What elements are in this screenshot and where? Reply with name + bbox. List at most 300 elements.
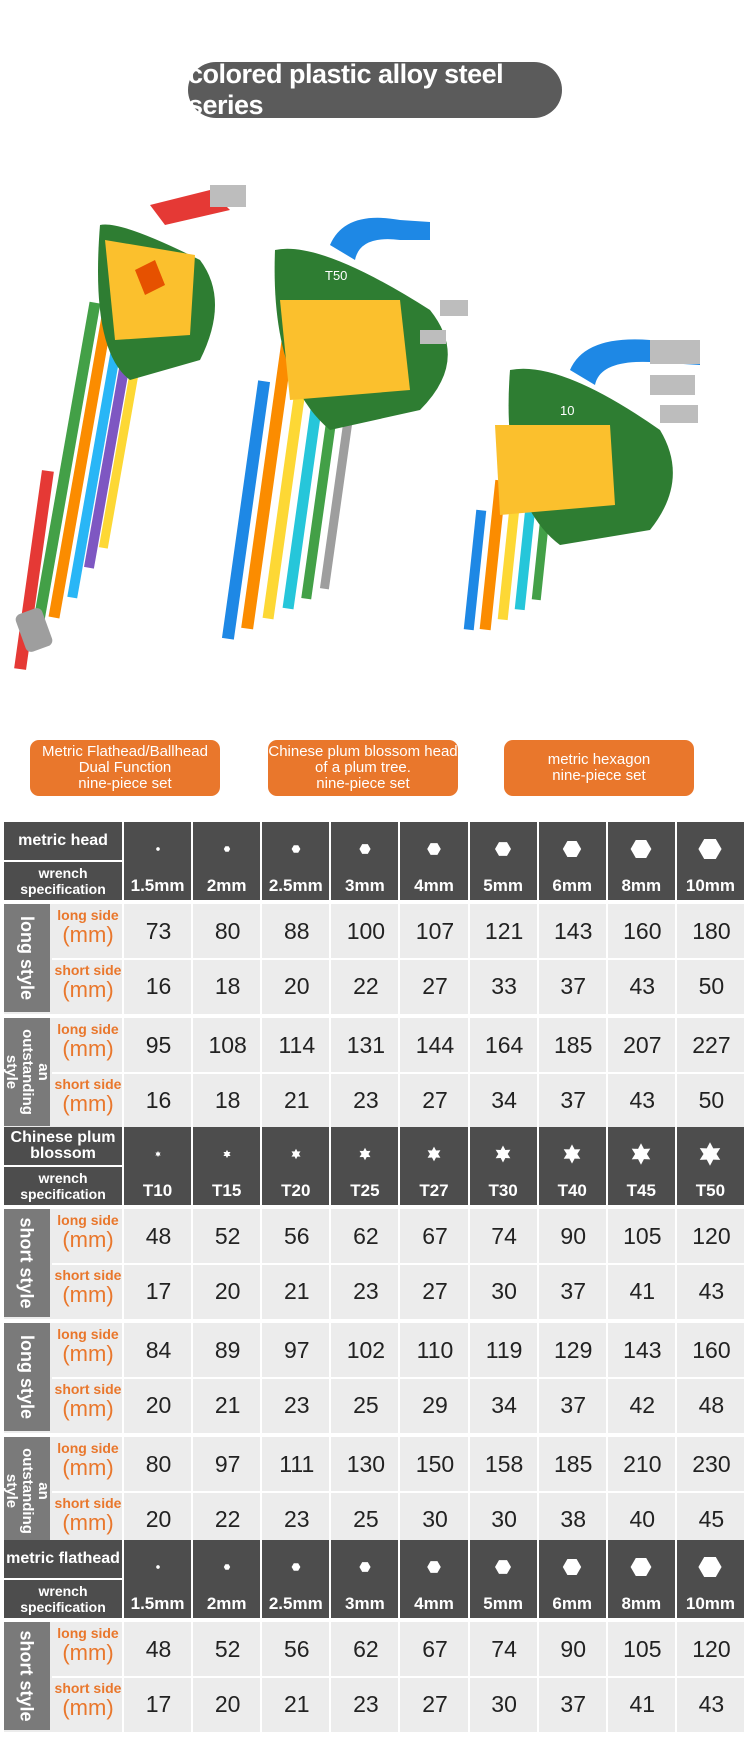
size-label: T45 <box>626 1181 656 1200</box>
row-sub-label <box>54 908 122 947</box>
cell-value: 111 <box>279 1451 315 1477</box>
size-header <box>262 822 329 900</box>
row-unit: (mm) <box>62 1091 114 1116</box>
cell-value: 80 <box>214 918 241 944</box>
col-divider <box>537 1437 539 1547</box>
size-header <box>262 1540 329 1618</box>
cell-value: 43 <box>629 1087 656 1113</box>
row-unit: (mm) <box>62 1282 114 1307</box>
col-divider <box>122 1437 124 1547</box>
hex-tip-icon <box>628 836 654 862</box>
size-header <box>608 1540 675 1618</box>
cell-value: 25 <box>353 1392 379 1418</box>
size-label: T50 <box>695 1181 726 1200</box>
section-head-label: Chinese plum blossom <box>4 1127 122 1165</box>
cell-value: 143 <box>554 918 593 944</box>
cell-value: 20 <box>145 1392 172 1418</box>
cell-value: 20 <box>214 1691 241 1717</box>
cell-value: 120 <box>692 1223 731 1249</box>
row-unit: (mm) <box>62 1455 114 1480</box>
size-header <box>400 1540 467 1618</box>
size-symbol <box>262 1554 329 1580</box>
cell-value: 23 <box>353 1691 379 1717</box>
col-divider <box>468 1323 470 1433</box>
hex-tip-icon <box>697 1554 723 1580</box>
size-symbol <box>331 1141 398 1167</box>
col-divider <box>537 1209 539 1319</box>
hex-tip-icon <box>214 1554 240 1580</box>
hex-tip-icon <box>283 836 309 862</box>
torx-star-icon <box>421 1141 447 1167</box>
cell-value: 74 <box>491 1223 517 1249</box>
cell-value: 158 <box>484 1451 524 1477</box>
size-symbol <box>124 1141 191 1167</box>
size-header <box>331 1540 398 1618</box>
col-divider <box>122 1209 124 1319</box>
hex-key-set <box>464 339 700 630</box>
col-divider <box>606 1622 608 1732</box>
col-divider <box>260 1018 262 1128</box>
caption-hexagon-set: metric hexagon nine-piece set <box>504 740 694 796</box>
cell-value: 102 <box>346 1337 386 1363</box>
size-header <box>539 1540 606 1618</box>
col-divider <box>468 904 470 1014</box>
size-header <box>262 1127 329 1205</box>
cell-value: 97 <box>214 1451 241 1477</box>
cell-value: 27 <box>422 1691 448 1717</box>
cell-value: 41 <box>629 1691 656 1717</box>
caption-ballhead-set: Metric Flathead/Ballhead Dual Function nine-piece set <box>30 740 220 796</box>
size-label: T30 <box>488 1181 518 1200</box>
size-label: 6mm <box>552 876 593 895</box>
cell-value: 227 <box>692 1032 731 1058</box>
size-symbol <box>608 1141 675 1167</box>
group-label <box>4 904 50 1012</box>
cell-value: 21 <box>283 1087 310 1113</box>
cell-value: 100 <box>346 918 386 944</box>
row-side-name: short side <box>54 1495 122 1511</box>
ballhead-hex-key-set <box>14 185 246 670</box>
col-divider <box>329 1323 331 1433</box>
col-divider <box>260 1323 262 1433</box>
col-divider <box>191 1209 193 1319</box>
torx-star-icon <box>697 1141 723 1167</box>
group-label <box>4 1323 50 1431</box>
cell-value: 160 <box>692 1337 731 1363</box>
size-symbol <box>400 1554 467 1580</box>
size-header <box>124 822 191 900</box>
size-header <box>124 1127 191 1205</box>
col-divider <box>744 1018 746 1128</box>
size-symbol <box>470 1554 537 1580</box>
cell-value: 37 <box>560 1087 586 1113</box>
size-symbol <box>608 1554 675 1580</box>
cell-value: 40 <box>629 1506 656 1532</box>
group-label <box>4 1209 50 1317</box>
cell-value: 34 <box>491 1392 517 1418</box>
size-header <box>193 1540 260 1618</box>
cell-value: 37 <box>560 973 586 999</box>
group-label-text: long style <box>17 915 38 1001</box>
row-unit: (mm) <box>62 1510 114 1535</box>
cell-value: 23 <box>353 1087 379 1113</box>
cell-value: 21 <box>214 1392 241 1418</box>
size-symbol <box>677 836 744 862</box>
size-label: 2mm <box>206 1594 247 1613</box>
cell-value: 30 <box>491 1506 517 1532</box>
size-header <box>400 1127 467 1205</box>
col-divider <box>468 1622 470 1732</box>
row-sub-label <box>54 1268 122 1307</box>
row-sub-label <box>54 1496 122 1535</box>
cell-value: 67 <box>422 1223 448 1249</box>
cell-value: 89 <box>214 1337 241 1363</box>
cell-value: 80 <box>145 1451 172 1477</box>
cell-value: 20 <box>145 1506 172 1532</box>
row-side-name: short side <box>54 962 122 978</box>
cell-value: 48 <box>145 1223 172 1249</box>
row-side-name: short side <box>54 1381 122 1397</box>
size-symbol <box>539 836 606 862</box>
col-divider <box>675 1323 677 1433</box>
col-divider <box>191 1622 193 1732</box>
row-side-name: long side <box>57 1326 119 1342</box>
cell-value: 21 <box>283 1691 310 1717</box>
cell-value: 143 <box>623 1337 662 1363</box>
size-label: T27 <box>419 1181 449 1200</box>
wrench-spec-label: wrench specification <box>4 1580 122 1618</box>
row-sub-label <box>54 1441 122 1480</box>
cell-value: 18 <box>214 1087 241 1113</box>
hex-tip-icon <box>352 1554 378 1580</box>
cell-value: 43 <box>629 973 656 999</box>
cell-value: 119 <box>485 1337 523 1363</box>
size-label: 4mm <box>414 876 454 895</box>
product-photo <box>0 150 750 715</box>
group-label <box>4 1437 50 1545</box>
size-label: T10 <box>142 1181 173 1200</box>
size-header <box>470 1127 537 1205</box>
col-divider <box>122 904 124 1014</box>
size-header <box>539 1127 606 1205</box>
size-label: 8mm <box>621 876 662 895</box>
row-side-name: short side <box>54 1680 122 1696</box>
col-divider <box>329 1622 331 1732</box>
col-divider <box>122 1323 124 1433</box>
row-sub-label <box>54 1213 122 1252</box>
cell-value: 73 <box>145 918 172 944</box>
row-side-name: short side <box>54 1267 122 1283</box>
size-symbol <box>331 836 398 862</box>
size-header <box>470 822 537 900</box>
cell-value: 25 <box>353 1506 379 1532</box>
group-label <box>4 1018 50 1126</box>
torx-star-icon <box>559 1141 585 1167</box>
col-divider <box>398 1437 400 1547</box>
cell-value: 33 <box>491 973 517 999</box>
size-label: 1.5mm <box>130 1594 185 1613</box>
size-label: 4mm <box>414 1594 454 1613</box>
hex-tip-icon <box>214 836 240 862</box>
cell-value: 48 <box>698 1392 725 1418</box>
col-divider <box>468 1209 470 1319</box>
hex-tip-icon <box>490 1554 516 1580</box>
col-divider <box>468 1018 470 1128</box>
cell-value: 107 <box>415 918 455 944</box>
cell-value: 74 <box>491 1636 517 1662</box>
size-label: T20 <box>281 1181 311 1200</box>
col-divider <box>398 1209 400 1319</box>
wrench-spec-label: wrench specification <box>4 862 122 900</box>
row-sub-label <box>54 963 122 1002</box>
group-label-text: short style <box>17 1217 37 1309</box>
col-divider <box>537 904 539 1014</box>
cell-value: 22 <box>214 1506 241 1532</box>
cell-value: 164 <box>484 1032 524 1058</box>
row-sub-label <box>54 1626 122 1665</box>
cell-value: 230 <box>692 1451 731 1477</box>
cell-value: 37 <box>560 1278 586 1304</box>
size-label: 8mm <box>621 1594 662 1613</box>
size-header <box>470 1540 537 1618</box>
size-header <box>400 822 467 900</box>
size-symbol <box>400 836 467 862</box>
cell-value: 30 <box>491 1691 517 1717</box>
size-header <box>677 1127 744 1205</box>
col-divider <box>537 1018 539 1128</box>
col-divider <box>329 1209 331 1319</box>
size-symbol <box>193 836 260 862</box>
col-divider <box>606 1437 608 1547</box>
cell-value: 41 <box>629 1278 656 1304</box>
col-divider <box>675 1622 677 1732</box>
group-label-text: short style <box>17 1630 37 1722</box>
col-divider <box>329 904 331 1014</box>
col-divider <box>744 904 746 1014</box>
size-symbol <box>677 1554 744 1580</box>
cell-value: 27 <box>422 1278 448 1304</box>
col-divider <box>260 904 262 1014</box>
row-sub-label <box>54 1681 122 1720</box>
col-divider <box>606 904 608 1014</box>
row-side-name: long side <box>57 1212 119 1228</box>
wrench-spec-label: wrench specification <box>4 1167 122 1205</box>
cell-value: 88 <box>283 918 310 944</box>
col-divider <box>122 1622 124 1732</box>
col-divider <box>191 1018 193 1128</box>
size-header <box>608 1127 675 1205</box>
hex-tip-icon <box>352 836 378 862</box>
size-symbol <box>262 836 329 862</box>
cell-value: 105 <box>623 1636 662 1662</box>
col-divider <box>329 1018 331 1128</box>
cell-value: 18 <box>214 973 241 999</box>
size-symbol <box>470 1141 537 1167</box>
row-side-name: long side <box>57 907 119 923</box>
row-unit: (mm) <box>62 977 114 1002</box>
size-symbol <box>331 1554 398 1580</box>
row-side-name: long side <box>57 1021 119 1037</box>
cell-value: 108 <box>208 1032 247 1058</box>
col-divider <box>744 1323 746 1433</box>
group-label <box>4 1622 50 1730</box>
size-symbol <box>470 836 537 862</box>
col-divider <box>675 1018 677 1128</box>
hex-tip-icon <box>490 836 516 862</box>
size-label: 3mm <box>345 876 385 895</box>
hex-tip-icon <box>628 1554 654 1580</box>
hex-tip-icon <box>559 1554 585 1580</box>
row-unit: (mm) <box>62 1341 114 1366</box>
row-sub-label <box>54 1382 122 1421</box>
cell-value: 185 <box>554 1032 593 1058</box>
torx-star-icon <box>628 1141 654 1167</box>
col-divider <box>329 1437 331 1547</box>
cell-value: 110 <box>416 1337 454 1363</box>
size-symbol <box>539 1554 606 1580</box>
cell-value: 207 <box>623 1032 662 1058</box>
cell-value: 160 <box>623 918 662 944</box>
cell-value: 90 <box>560 1636 586 1662</box>
cell-value: 185 <box>554 1451 593 1477</box>
size-header <box>331 822 398 900</box>
col-divider <box>744 1622 746 1732</box>
size-header <box>193 1127 260 1205</box>
cell-value: 62 <box>353 1223 379 1249</box>
page-title: colored plastic alloy steel series <box>188 62 562 118</box>
cell-value: 131 <box>346 1032 386 1058</box>
cell-value: 23 <box>283 1506 310 1532</box>
cell-value: 130 <box>346 1451 386 1477</box>
col-divider <box>191 904 193 1014</box>
cell-value: 121 <box>484 918 524 944</box>
hex-tip-icon <box>283 1554 309 1580</box>
caption-torx-set: Chinese plum blossom head of a plum tree. nine-piece set <box>268 740 458 796</box>
cell-value: 37 <box>560 1392 586 1418</box>
cell-value: 30 <box>491 1278 517 1304</box>
cell-value: 180 <box>692 918 731 944</box>
cell-value: 95 <box>145 1032 172 1058</box>
size-label: 2.5mm <box>268 1594 323 1613</box>
cell-value: 210 <box>623 1451 662 1477</box>
col-divider <box>122 1018 124 1128</box>
size-symbol <box>608 836 675 862</box>
cell-value: 21 <box>283 1278 310 1304</box>
size-label: 2mm <box>206 876 247 895</box>
size-label: T25 <box>350 1181 380 1200</box>
cell-value: 17 <box>145 1278 172 1304</box>
size-header <box>539 822 606 900</box>
col-divider <box>191 1437 193 1547</box>
col-divider <box>398 1018 400 1128</box>
size-label: 3mm <box>345 1594 385 1613</box>
cell-value: 105 <box>623 1223 662 1249</box>
cell-value: 144 <box>415 1032 455 1058</box>
torx-star-icon <box>214 1141 240 1167</box>
cell-value: 50 <box>698 1087 725 1113</box>
col-divider <box>398 1622 400 1732</box>
col-divider <box>675 904 677 1014</box>
row-sub-label <box>54 1077 122 1116</box>
cell-value: 17 <box>145 1691 172 1717</box>
cell-value: 38 <box>560 1506 586 1532</box>
cell-value: 43 <box>698 1278 725 1304</box>
size-symbol <box>262 1141 329 1167</box>
size-symbol <box>539 1141 606 1167</box>
col-divider <box>191 1323 193 1433</box>
group-label-text: long style <box>17 1334 38 1420</box>
col-divider <box>537 1622 539 1732</box>
col-divider <box>744 1437 746 1547</box>
cell-value: 27 <box>422 973 448 999</box>
cell-value: 43 <box>698 1691 725 1717</box>
size-label: T40 <box>557 1181 587 1200</box>
cell-value: 20 <box>214 1278 241 1304</box>
section-head-label: metric head <box>4 822 122 860</box>
hex-tip-icon <box>145 836 171 862</box>
cell-value: 56 <box>283 1223 310 1249</box>
torx-star-icon <box>283 1141 309 1167</box>
col-divider <box>606 1209 608 1319</box>
row-unit: (mm) <box>62 1640 114 1665</box>
hex-big-label: 10 <box>560 403 575 418</box>
size-symbol <box>193 1554 260 1580</box>
col-divider <box>744 1209 746 1319</box>
col-divider <box>398 904 400 1014</box>
cell-value: 42 <box>629 1392 656 1418</box>
torx-star-icon <box>490 1141 516 1167</box>
cell-value: 23 <box>283 1392 310 1418</box>
size-label: 10mm <box>685 876 735 895</box>
cell-value: 56 <box>283 1636 310 1662</box>
hex-tip-icon <box>145 1554 171 1580</box>
row-sub-label <box>54 1022 122 1061</box>
row-unit: (mm) <box>62 1695 114 1720</box>
group-label-text: an outstanding style <box>3 1448 52 1534</box>
cell-value: 52 <box>214 1223 241 1249</box>
size-header <box>608 822 675 900</box>
torx-star-icon <box>352 1141 378 1167</box>
cell-value: 150 <box>415 1451 455 1477</box>
cell-value: 45 <box>698 1506 725 1532</box>
section-head-label: metric flathead <box>4 1540 122 1578</box>
cell-value: 52 <box>214 1636 241 1662</box>
cell-value: 67 <box>422 1636 448 1662</box>
cell-value: 120 <box>692 1636 731 1662</box>
hex-tip-icon <box>559 836 585 862</box>
cell-value: 34 <box>491 1087 517 1113</box>
cell-value: 37 <box>560 1691 586 1717</box>
cell-value: 30 <box>422 1506 448 1532</box>
row-unit: (mm) <box>62 1036 114 1061</box>
size-symbol <box>400 1141 467 1167</box>
cell-value: 62 <box>353 1636 379 1662</box>
row-unit: (mm) <box>62 922 114 947</box>
cell-value: 114 <box>278 1032 316 1058</box>
cell-value: 50 <box>698 973 725 999</box>
size-header <box>193 822 260 900</box>
cell-value: 84 <box>145 1337 172 1363</box>
size-label: T15 <box>212 1181 242 1200</box>
cell-value: 29 <box>422 1392 448 1418</box>
cell-value: 20 <box>283 973 310 999</box>
size-label: 10mm <box>685 1594 735 1613</box>
row-side-name: long side <box>57 1625 119 1641</box>
cell-value: 27 <box>422 1087 448 1113</box>
size-header <box>124 1540 191 1618</box>
size-symbol <box>677 1141 744 1167</box>
size-label: 6mm <box>552 1594 593 1613</box>
